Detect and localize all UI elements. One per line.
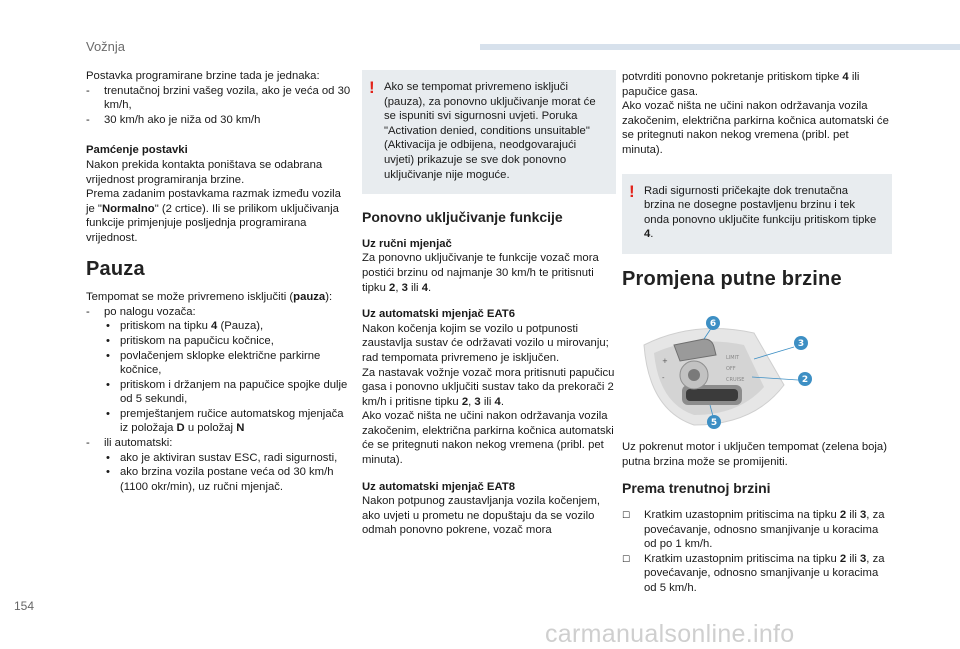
memory-p2-b: " (2 crtice). Ili se prilikom uključivanja funkcije primjenjuje posljednja programirana vrijednost. bbox=[86, 202, 339, 244]
pause-intro-bold: pauza bbox=[293, 291, 326, 304]
key-ref: 2 bbox=[461, 395, 469, 408]
item-text: , za povećavanje, odnosno smanjivanje u koracima od 5 km/h. bbox=[644, 552, 885, 594]
item-text: ili bbox=[846, 508, 860, 521]
key-ref: 3 bbox=[474, 395, 481, 408]
reactivate-heading: Ponovno uključivanje funkcije bbox=[362, 209, 563, 226]
page-number: 154 bbox=[14, 599, 35, 613]
column-left bbox=[86, 69, 351, 494]
item-text: , za povećavanje, odnosno smanjivanje u koracima od po 1 km/h. bbox=[644, 508, 885, 551]
sep: ili bbox=[407, 281, 422, 294]
warning-box bbox=[622, 174, 892, 254]
item-text: Kratkim uzastopnim pritiscima na tipku bbox=[644, 552, 840, 565]
current-heading: Prema trenutnoj brzini bbox=[622, 480, 771, 497]
list-item: • ako brzina vozila postane veća od 30 km/h (1100 okr/min), uz ručni mjenjač. bbox=[106, 466, 334, 493]
item-text: pritiskom i držanjem na papučice spojke dulje od 5 sekundi, bbox=[120, 378, 348, 406]
list-item: • ako je aktiviran sustav ESC, radi sigurnosti, bbox=[106, 451, 338, 464]
key-ref: 4 bbox=[842, 71, 849, 83]
callout-label: 3 bbox=[797, 338, 805, 349]
eat8-section bbox=[362, 480, 616, 538]
list-item bbox=[622, 508, 892, 552]
memory-heading: Pamćenje postavki bbox=[86, 144, 188, 157]
callout-label: 6 bbox=[709, 318, 717, 329]
eat6-section bbox=[362, 307, 616, 468]
eat8-text: Nakon potpunog zaustavljanja vozila kočenjem, ako uvjeti u prometu ne dopuštaju da se vozilo odmah ponovno pokrene, vozač mora bbox=[362, 495, 601, 537]
warning-text: . bbox=[650, 228, 654, 241]
warning-icon: ! bbox=[369, 78, 375, 97]
list-item: - po nalogu vozača: bbox=[86, 305, 196, 318]
memory-p1: Nakon prekida kontakta poništava se odabrana vrijednost programiranja brzine. bbox=[86, 158, 323, 186]
item-key: D bbox=[176, 422, 185, 435]
checkbox-icon: ☐ bbox=[622, 509, 631, 520]
item-key: 4 bbox=[211, 320, 218, 333]
pause-intro-a: Tempomat se može privremeno isključiti ( bbox=[86, 291, 294, 304]
pause-heading: Pauza bbox=[86, 257, 145, 280]
cont-p2: Ako vozač ništa ne učini nakon održavanja vozila zakočenim, električna parkirna kočnica automatski će se pritegnuti nakon nekog vremena (pribl. pet minuta). bbox=[622, 100, 889, 156]
change-paragraph bbox=[622, 440, 892, 469]
callout-label: 5 bbox=[710, 417, 718, 428]
intro-item: trenutačnoj brzini vašeg vozila, ako je veća od 30 km/h, bbox=[104, 84, 351, 112]
warning-text: Ako se tempomat privremeno isključi (pauza), za ponovno uključivanje morat će se ispuniti svi sigurnosni uvjeti. Poruka "Activation denied, conditions unsuitable" (Aktivacija je odbijena, neodgovarajući uvjeti) prikazuje se sve dok ponovno uključivanje nije moguće. bbox=[384, 81, 596, 181]
list-item: • pritiskom na papučicu kočnice, bbox=[106, 334, 274, 347]
item-key: N bbox=[236, 422, 245, 435]
sep: . bbox=[428, 281, 432, 294]
key-ref: 2 bbox=[389, 281, 396, 294]
memory-section bbox=[86, 143, 351, 245]
intro-paragraph bbox=[86, 69, 351, 84]
steering-wheel-illustration bbox=[634, 315, 824, 430]
item-text: ili bbox=[846, 552, 860, 565]
eat6-p2: Za nastavak vožnje vozač mora pritisnuti papučicu gasa i ponovno uključiti sustav tako da prekorači 2 km/h i pritisne tipku bbox=[362, 366, 615, 408]
column-right bbox=[622, 70, 892, 595]
header-bar bbox=[480, 44, 960, 50]
manual-heading: Uz ručni mjenjač bbox=[362, 237, 452, 250]
key-ref: 3 bbox=[401, 281, 408, 294]
key-ref: 4 bbox=[644, 228, 651, 241]
auto-label: ili automatski: bbox=[104, 437, 173, 450]
sep: . bbox=[500, 395, 504, 408]
section-title: Vožnja bbox=[86, 39, 126, 54]
column-middle bbox=[362, 70, 616, 550]
sep: , bbox=[468, 395, 475, 408]
watermark: carmanualsonline.info bbox=[545, 620, 795, 648]
svg-text:LIMIT: LIMIT bbox=[726, 354, 740, 361]
item-text: pritiskom na papučicu kočnice, bbox=[120, 334, 274, 347]
item-text: (Pauza), bbox=[217, 320, 264, 333]
list-item: • povlačenjem sklopke električne parkirne kočnice, bbox=[106, 349, 321, 377]
svg-text:CRUISE: CRUISE bbox=[726, 376, 745, 383]
key-ref: 4 bbox=[421, 281, 428, 294]
warning-text: Radi sigurnosti pričekajte dok trenutačna brzina ne dosegne postavljenu brzinu i tek onda ponovno uključite funkciju pritiskom tipke bbox=[644, 184, 877, 226]
list-item: • pritiskom i držanjem na papučice spojke dulje od 5 sekundi, bbox=[106, 378, 348, 406]
eat6-p1: Nakon kočenja kojim se vozilo u potpunosti zaustavlja sustav će održavati vozilo u mirovanju; rad tempomata privremeno je isključen. bbox=[362, 322, 609, 364]
list-item: - trenutačnoj brzini vašeg vozila, ako je veća od 30 km/h, bbox=[86, 84, 351, 112]
manual-text: Za ponovno uključivanje te funkcije vozač mora postići brzinu od najmanje 30 km/h te pritisnuti tipku bbox=[362, 252, 599, 294]
warning-box bbox=[362, 70, 616, 194]
key-ref: 3 bbox=[860, 508, 867, 521]
list-item: - ili automatski: bbox=[86, 437, 173, 450]
cont-text: ili papučice gasa. bbox=[622, 71, 860, 98]
svg-text:+: + bbox=[662, 356, 668, 365]
pause-intro-b: ): bbox=[325, 291, 333, 304]
list-item: • pritiskom na tipku 4 (Pauza), bbox=[106, 320, 264, 333]
intro-text: Postavka programirane brzine tada je jednaka: bbox=[86, 70, 320, 82]
pause-intro bbox=[86, 290, 351, 305]
item-text: ako brzina vozila postane veća od 30 km/h (1100 okr/min), uz ručni mjenjač. bbox=[120, 466, 334, 493]
intro-item: 30 km/h ako je niža od 30 km/h bbox=[104, 113, 261, 126]
eat6-heading: Uz automatski mjenjač EAT6 bbox=[362, 308, 515, 321]
change-heading: Promjena putne brzine bbox=[622, 267, 842, 290]
warning-icon: ! bbox=[629, 181, 635, 201]
callout-label: 2 bbox=[801, 374, 809, 385]
list-item: - 30 km/h ako je niža od 30 km/h bbox=[86, 113, 261, 126]
driver-label: po nalogu vozača: bbox=[104, 305, 196, 318]
list-item bbox=[622, 552, 892, 596]
item-text: pritiskom na tipku bbox=[120, 320, 212, 333]
list-item: • premještanjem ručice automatskog mjenjača iz položaja D u položaj N bbox=[106, 407, 344, 435]
cont-text: potvrditi ponovno pokretanje pritiskom tipke bbox=[622, 71, 843, 83]
manual-section bbox=[362, 237, 616, 295]
sep: ili bbox=[480, 395, 495, 408]
item-text: ako je aktiviran sustav ESC, radi sigurnosti, bbox=[120, 451, 338, 464]
key-ref: 2 bbox=[839, 508, 847, 521]
key-ref: 2 bbox=[839, 552, 847, 565]
key-ref: 3 bbox=[860, 552, 867, 565]
eat6-p3: Ako vozač ništa ne učini nakon održavanja vozila zakočenim, električna parkirna kočnica automatski će se pritegnuti nakon nekog vremena (pribl. pet minuta). bbox=[362, 410, 614, 467]
checkbox-icon: ☐ bbox=[622, 553, 631, 564]
item-text: Kratkim uzastopnim pritiscima na tipku bbox=[644, 508, 840, 521]
svg-text:-: - bbox=[662, 373, 665, 382]
key-ref: 4 bbox=[494, 395, 501, 408]
change-text: Uz pokrenut motor i uključen tempomat (zelena boja) putna brzina može se promijeniti. bbox=[622, 441, 887, 468]
item-text: povlačenjem sklopke električne parkirne kočnice, bbox=[120, 349, 321, 377]
svg-text:OFF: OFF bbox=[726, 365, 736, 372]
eat8-heading: Uz automatski mjenjač EAT8 bbox=[362, 480, 515, 493]
item-text: u položaj bbox=[184, 422, 237, 435]
memory-p2-a: Prema zadanim postavkama razmak između vozila je " bbox=[86, 188, 341, 215]
memory-p2-bold: Normalno bbox=[101, 202, 155, 215]
continuation-paragraph bbox=[622, 70, 892, 158]
sep: , bbox=[395, 281, 402, 294]
item-text: premještanjem ručice automatskog mjenjača iz položaja bbox=[120, 407, 344, 435]
